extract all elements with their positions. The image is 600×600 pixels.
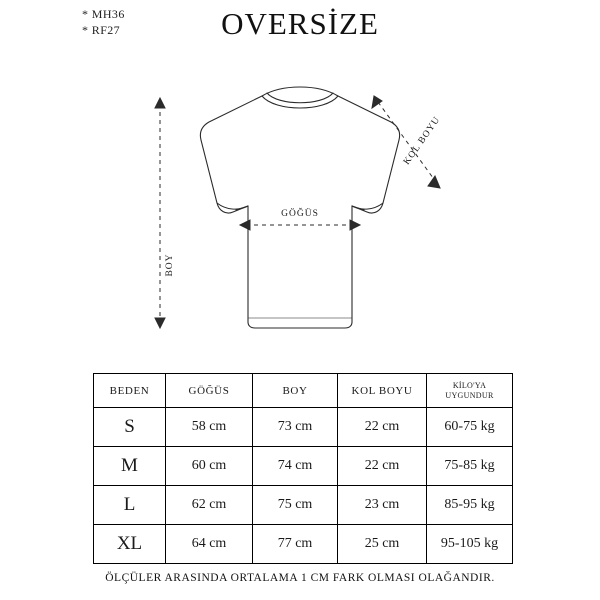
column-header-weight [427,374,513,408]
cell-length: 73 cm [253,408,338,447]
column-header-size: BEDEN [94,374,166,408]
cell-size: S [94,408,166,447]
cell-length: 75 cm [253,486,338,525]
column-header-chest: GÖĞÜS [166,374,253,408]
cell-sleeve: 25 cm [338,525,427,564]
product-code-line-1: * MH36 [82,7,125,21]
table-row [94,408,513,447]
table-row [94,486,513,525]
cell-size: L [94,486,166,525]
cell-size: M [94,447,166,486]
cell-size: XL [94,525,166,564]
cell-length: 74 cm [253,447,338,486]
cell-weight: 60-75 kg [427,408,513,447]
column-header-length: BOY [253,374,338,408]
cell-length: 77 cm [253,525,338,564]
sleeve-label: KOL BOYU [402,114,443,167]
cell-sleeve: 23 cm [338,486,427,525]
tshirt-diagram [0,60,600,360]
page-title: OVERSİZE [221,6,379,41]
column-header-sleeve: KOL BOYU [338,374,427,408]
cell-chest: 64 cm [166,525,253,564]
cell-chest: 60 cm [166,447,253,486]
cell-weight: 95-105 kg [427,525,513,564]
cell-sleeve: 22 cm [338,447,427,486]
size-table [93,373,513,564]
cell-sleeve: 22 cm [338,408,427,447]
table-row [94,447,513,486]
footnote: ÖLÇÜLER ARASINDA ORTALAMA 1 CM FARK OLMASI OLAĞANDIR. [105,572,495,584]
cell-weight: 85-95 kg [427,486,513,525]
cell-weight: 75-85 kg [427,447,513,486]
chest-label: GÖĞÜS [281,209,319,219]
product-code-line-2: * RF27 [82,23,121,37]
length-label: BOY [165,253,175,277]
table-header-row [94,374,513,408]
column-header-weight-line1: KİLO'YA [452,380,487,390]
table-row [94,525,513,564]
cell-chest: 58 cm [166,408,253,447]
cell-chest: 62 cm [166,486,253,525]
column-header-weight-line2: UYGUNDUR [445,390,494,400]
